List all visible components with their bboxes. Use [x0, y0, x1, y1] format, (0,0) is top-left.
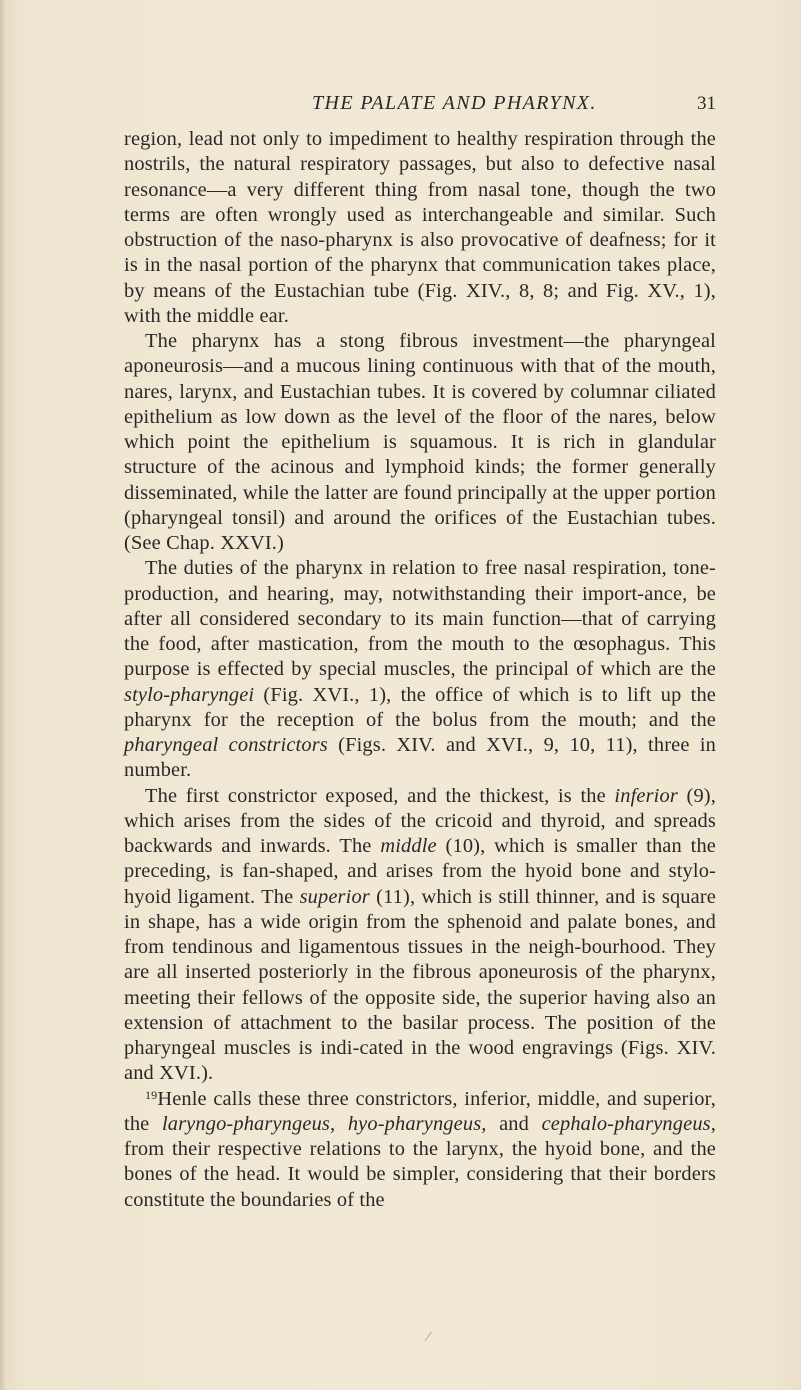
text-run: (Figs. XIV. and XVI., 9, 10, 11), three in number.: [124, 734, 716, 782]
text-run: (9), which arises from the sides of the cricoid and thyroid, and spreads backwards and inwards. The: [124, 784, 716, 857]
page-number: 31: [697, 93, 716, 114]
text-run: The first constrictor exposed, and the thickest, is the: [145, 784, 615, 807]
body-text: [124, 127, 716, 1213]
text-run: (10), which is smaller than the preceding, is fan-shaped, and arises from the hyoid bone and stylo-hyoid ligament. The: [124, 835, 717, 908]
italic-term: laryngo-pharyngeus, hyo-pharyngeus,: [161, 1112, 487, 1135]
marginal-number: 19: [145, 1087, 158, 1102]
page-spine-edge: [0, 0, 6, 1390]
paragraph: [124, 329, 716, 556]
paragraph: [124, 556, 716, 783]
paragraph: [124, 784, 716, 1087]
text-run: from their respective relations to the larynx, the hyoid bone, and the bones of the head. It would be simpler, considering that their borders constitute the boundaries of the: [124, 1138, 716, 1211]
text-run: and: [486, 1112, 542, 1135]
paragraph: [124, 1087, 716, 1213]
text-run: The duties of the pharynx in relation to free nasal respiration, tone-production, and hearing, may, notwithstanding their import-ance, be after all considered secondary to its main function—that of carrying the food, after mastication, from the mouth to the œsophagus. This purpose is effected by special muscles, the principal of which are the: [124, 557, 716, 681]
italic-term: superior: [299, 885, 370, 908]
italic-term: stylo-pharyngei: [124, 683, 255, 706]
page-blemish-mark: ⁄: [427, 1330, 430, 1345]
text-run: Henle calls these three constrictors, inferior, middle, and superior, the: [124, 1087, 716, 1135]
text-run: (Fig. XVI., 1), the office of which is to lift up the pharynx for the reception of the bolus from the mouth; and the: [124, 683, 716, 731]
text-run: (11), which is still thinner, and is square in shape, has a wide origin from the sphenoid and palate bones, and from tendinous and ligamentous tissues in the neigh-bourhood. They are all inserted posteriorly in the fibrous aponeurosis of the pharynx, meeting their fellows of the opposite side, the superior having also an extension of attachment to the basilar process. The position of the pharyngeal muscles is indi-cated in the wood engravings (Figs. XIV. and XVI.).: [124, 885, 716, 1085]
running-head: [124, 92, 716, 120]
text-run: The pharynx has a stong fibrous investment—the pharyngeal aponeurosis—and a mucous lining continuous with that of the mouth, nares, larynx, and Eustachian tubes. It is covered by columnar ciliated epithelium as low down as the level of the floor of the nares, below which point the epithelium is squamous. It is rich in glandular structure of the acinous and lymphoid kinds; the former generally disseminated, while the latter are found principally at the upper portion (pharyngeal tonsil) and around the orifices of the Eustachian tubes. (See Chap. XXVI.): [124, 330, 716, 554]
italic-term: inferior: [614, 784, 678, 807]
running-title: THE PALATE AND PHARYNX.: [312, 92, 597, 114]
paragraph: [124, 127, 716, 329]
italic-term: middle: [380, 835, 437, 857]
text-run: region, lead not only to impediment to healthy respiration through the nostrils, the natural respiratory passages, but also to defective nasal resonance—a very different thing from nasal tone, though the two terms are often wrongly used as interchangeable and similar. Such obstruction of the naso-pharynx is also provocative of deafness; for it is in the nasal portion of the pharynx that communication takes place, by means of the Eustachian tube (Fig. XIV., 8, 8; and Fig. XV., 1), with the middle ear.: [124, 128, 716, 327]
italic-term: pharyngeal constrictors: [124, 734, 328, 756]
italic-term: cephalo-pharyngeus,: [541, 1112, 717, 1135]
